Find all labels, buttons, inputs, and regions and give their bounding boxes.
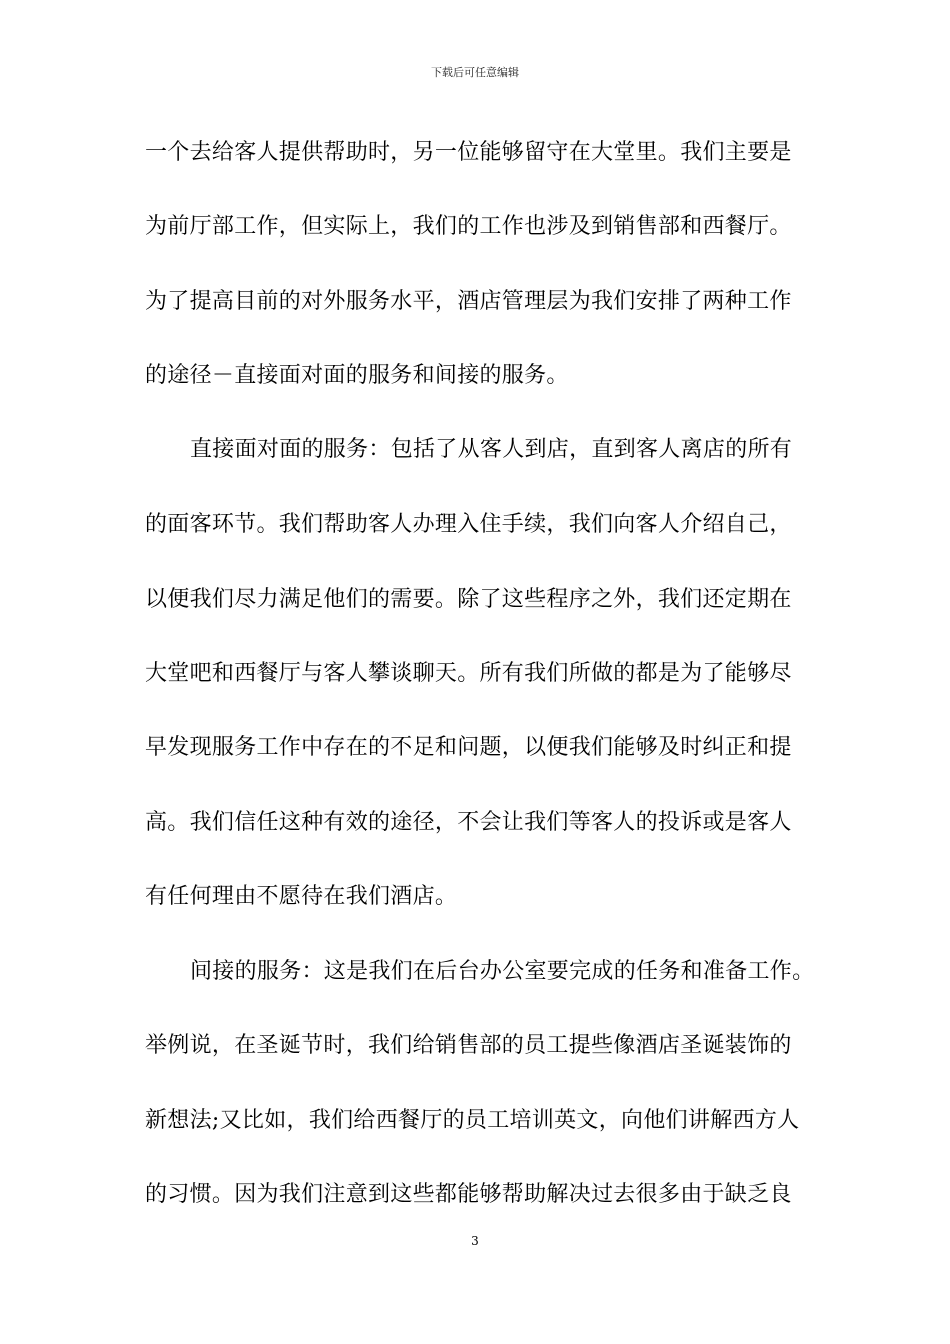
text-line: 间接的服务：这是我们在后台办公室要完成的任务和准备工作。 bbox=[190, 959, 815, 984]
page-number: 3 bbox=[471, 1234, 479, 1248]
text-line: 早发现服务工作中存在的不足和问题，以便我们能够及时纠正和提 bbox=[145, 735, 792, 760]
text-line: 的习惯。因为我们注意到这些都能够帮助解决过去很多由于缺乏良 bbox=[145, 1182, 792, 1207]
text-line: 以便我们尽力满足他们的需要。除了这些程序之外，我们还定期在 bbox=[145, 587, 792, 612]
text-line: 直接面对面的服务：包括了从客人到店，直到客人离店的所有 bbox=[190, 437, 793, 462]
text-line: 高。我们信任这种有效的途径，不会让我们等客人的投诉或是客人 bbox=[145, 810, 792, 835]
text-line: 有任何理由不愿待在我们酒店。 bbox=[145, 884, 458, 909]
text-line: 为前厅部工作，但实际上，我们的工作也涉及到销售部和西餐厅。 bbox=[145, 214, 792, 239]
text-line: 的途径－直接面对面的服务和间接的服务。 bbox=[145, 363, 569, 388]
text-line: 的面客环节。我们帮助客人办理入住手续，我们向客人介绍自己， bbox=[145, 512, 792, 537]
text-line: 举例说，在圣诞节时，我们给销售部的员工提些像酒店圣诞装饰的 bbox=[145, 1033, 792, 1058]
text-line: 为了提高目前的对外服务水平，酒店管理层为我们安排了两种工作 bbox=[145, 289, 792, 314]
text-line: 大堂吧和西餐厅与客人攀谈聊天。所有我们所做的都是为了能够尽 bbox=[145, 661, 792, 686]
text-line: 新想法;又比如，我们给西餐厅的员工培训英文，向他们讲解西方人 bbox=[145, 1108, 800, 1133]
text-line: 一个去给客人提供帮助时，另一位能够留守在大堂里。我们主要是 bbox=[145, 140, 792, 165]
header-note: 下载后可任意编辑 bbox=[431, 66, 519, 79]
